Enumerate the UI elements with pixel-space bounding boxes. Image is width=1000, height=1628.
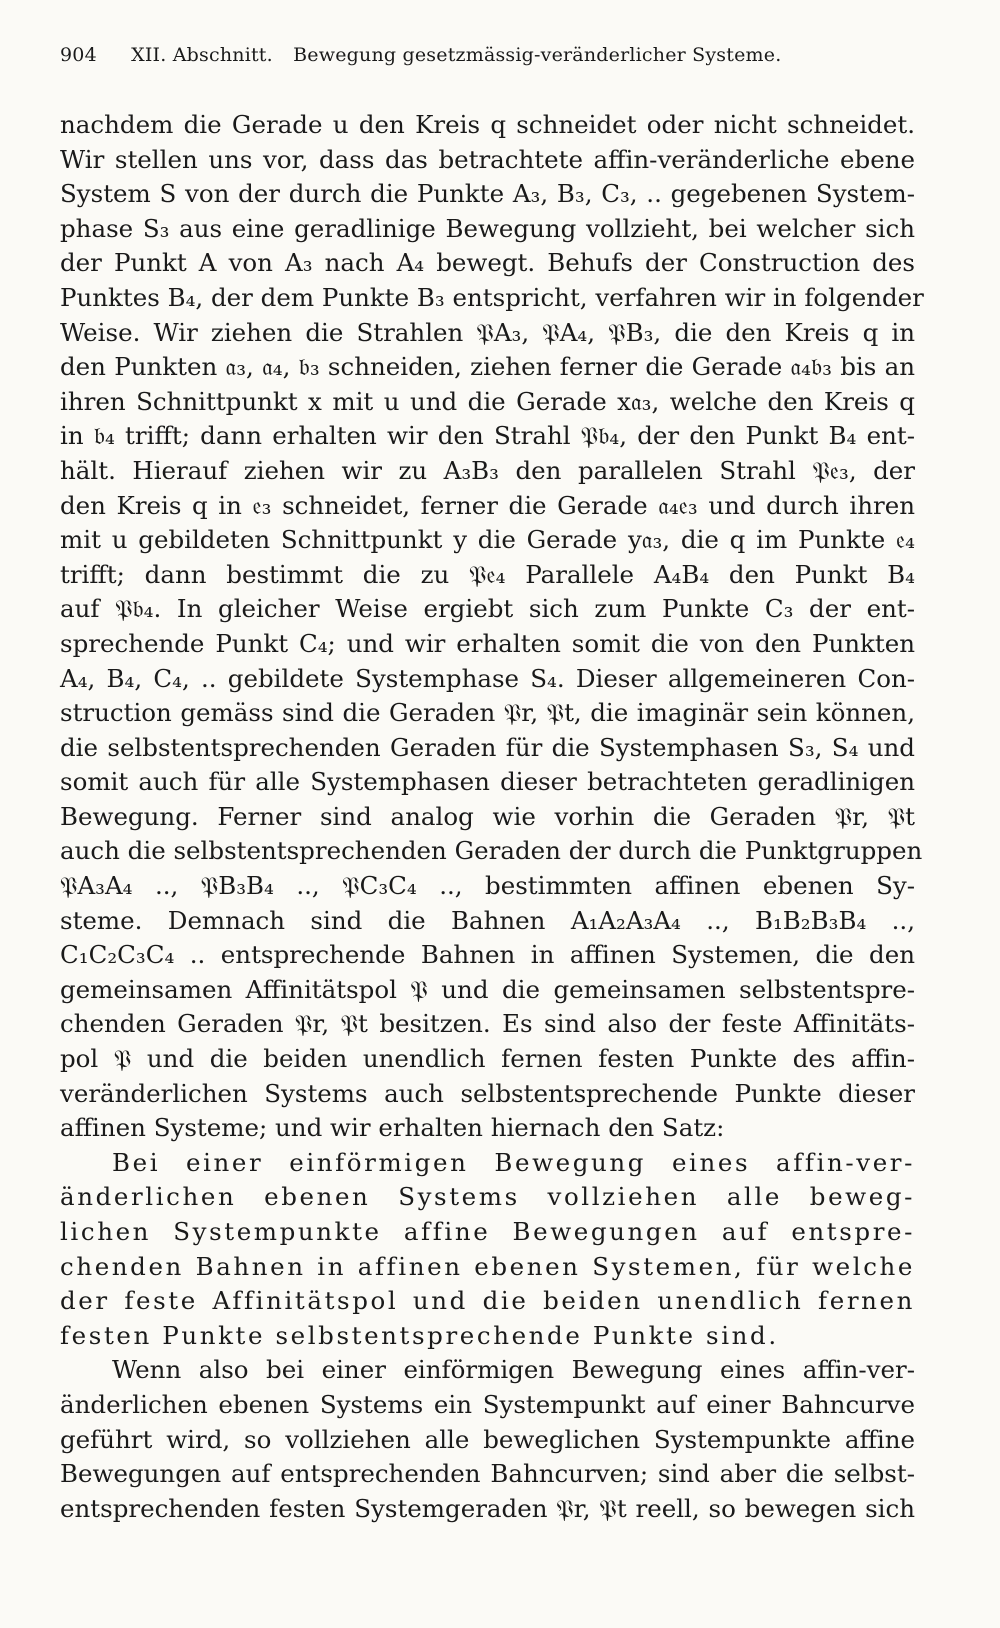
text-line: sprechende Punkt C₄; und wir erhalten somit die von den Punkten [60,628,915,658]
text-line: veränderlichen Systems auch selbstentsprechende Punkte dieser [60,1078,915,1108]
text-line: somit auch für alle Systemphasen dieser betrachteten geradlinigen [60,767,915,797]
text-line: mit u gebildeten Schnittpunkt y die Gerade y𝔞₃, die q im Punkte 𝔢₄ [60,525,915,555]
text-line: die selbstentsprechenden Geraden für die Systemphasen S₃, S₄ und [60,732,915,762]
text-line: phase S₃ aus eine geradlinige Bewegung vollzieht, bei welcher sich [60,213,915,243]
text-line: den Punkten 𝔞₃, 𝔞₄, 𝔟₃ schneiden, ziehen ferner die Gerade 𝔞₄𝔟₃ bis an [60,352,915,382]
text-line: Weise. Wir ziehen die Strahlen 𝔓A₃, 𝔓A₄, 𝔓B₃, die den Kreis q in [60,317,915,347]
text-line: den Kreis q in 𝔢₃ schneidet, ferner die Gerade 𝔞₄𝔢₃ und durch ihren [60,490,915,520]
text-line: gemeinsamen Affinitätspol 𝔓 und die gemeinsamen selbstentspre- [60,974,915,1004]
page-number: 904 [60,44,97,66]
theorem-line: festen Punkte selbstentsprechende Punkte sind. [60,1320,779,1350]
text-line: struction gemäss sind die Geraden 𝔓r, 𝔓t, die imaginär sein können, [60,698,915,728]
text-line: Bewegung. Ferner sind analog wie vorhin die Geraden 𝔓r, 𝔓t [60,801,915,831]
theorem-line: änderlichen ebenen Systems vollziehen alle beweg- [60,1182,915,1212]
text-line: hält. Hierauf ziehen wir zu A₃B₃ den parallelen Strahl 𝔓𝔢₃, der [60,455,915,485]
text-line: C₁C₂C₃C₄ .. entsprechende Bahnen in affinen Systemen, die den [60,940,915,970]
text-line: geführt wird, so vollziehen alle beweglichen Systempunkte affine [60,1424,915,1454]
text-line: Wenn also bei einer einförmigen Bewegung eines affin-ver- [112,1355,915,1385]
text-line: chenden Geraden 𝔓r, 𝔓t besitzen. Es sind also der feste Affinitäts- [60,1009,915,1039]
text-line: auf 𝔓𝔟₄. In gleicher Weise ergiebt sich zum Punkte C₃ der ent- [60,594,915,624]
text-line: ihren Schnittpunkt x mit u und die Gerade x𝔞₃, welche den Kreis q [60,386,915,416]
text-line: steme. Demnach sind die Bahnen A₁A₂A₃A₄ .., B₁B₂B₃B₄ .., [60,905,915,935]
theorem-line: chenden Bahnen in affinen ebenen Systemen, für welche [60,1251,915,1281]
text-line: Punktes B₄, der dem Punkte B₃ entspricht, verfahren wir in folgender [60,282,924,312]
running-header [60,44,940,66]
text-line: auch die selbstentsprechenden Geraden der durch die Punktgruppen [60,836,923,866]
text-line: der Punkt A von A₃ nach A₄ bewegt. Behufs der Construction des [60,248,915,278]
theorem-line: der feste Affinitätspol und die beiden unendlich fernen [60,1286,915,1316]
text-line: Bewegungen auf entsprechenden Bahncurven; sind aber die selbst- [60,1459,915,1489]
text-line: affinen Systeme; und wir erhalten hiernach den Satz: [60,1113,725,1143]
text-line: änderlichen ebenen Systems ein Systempunkt auf einer Bahncurve [60,1389,915,1419]
text-line: trifft; dann bestimmt die zu 𝔓𝔢₄ Parallele A₄B₄ den Punkt B₄ [60,559,915,589]
text-line: System S von der durch die Punkte A₃, B₃, C₃, .. gegebenen System- [60,179,915,209]
text-line: pol 𝔓 und die beiden unendlich fernen festen Punkte des affin- [60,1044,915,1074]
text-line: A₄, B₄, C₄, .. gebildete Systemphase S₄. Dieser allgemeineren Con- [60,663,915,693]
text-line: Wir stellen uns vor, dass das betrachtete affin-veränderliche ebene [60,144,915,174]
text-line: entsprechenden festen Systemgeraden 𝔓r, 𝔓t reell, so bewegen sich [60,1493,915,1523]
text-line: nachdem die Gerade u den Kreis q schneidet oder nicht schneidet. [60,110,915,139]
text-line: in 𝔟₄ trifft; dann erhalten wir den Strahl 𝔓𝔟₄, der den Punkt B₄ ent- [60,421,915,451]
chapter-label: XII. Abschnitt. [131,44,273,66]
body-text [60,108,924,1526]
text-line: 𝔓A₃A₄ .., 𝔓B₃B₄ .., 𝔓C₃C₄ .., bestimmten affinen ebenen Sy- [60,871,915,901]
chapter-title: Bewegung gesetzmässig-veränderlicher Systeme. [293,44,782,66]
theorem-line: Bei einer einförmigen Bewegung eines affin-ver- [112,1147,915,1177]
theorem-line: lichen Systempunkte affine Bewegungen auf entspre- [60,1217,915,1246]
